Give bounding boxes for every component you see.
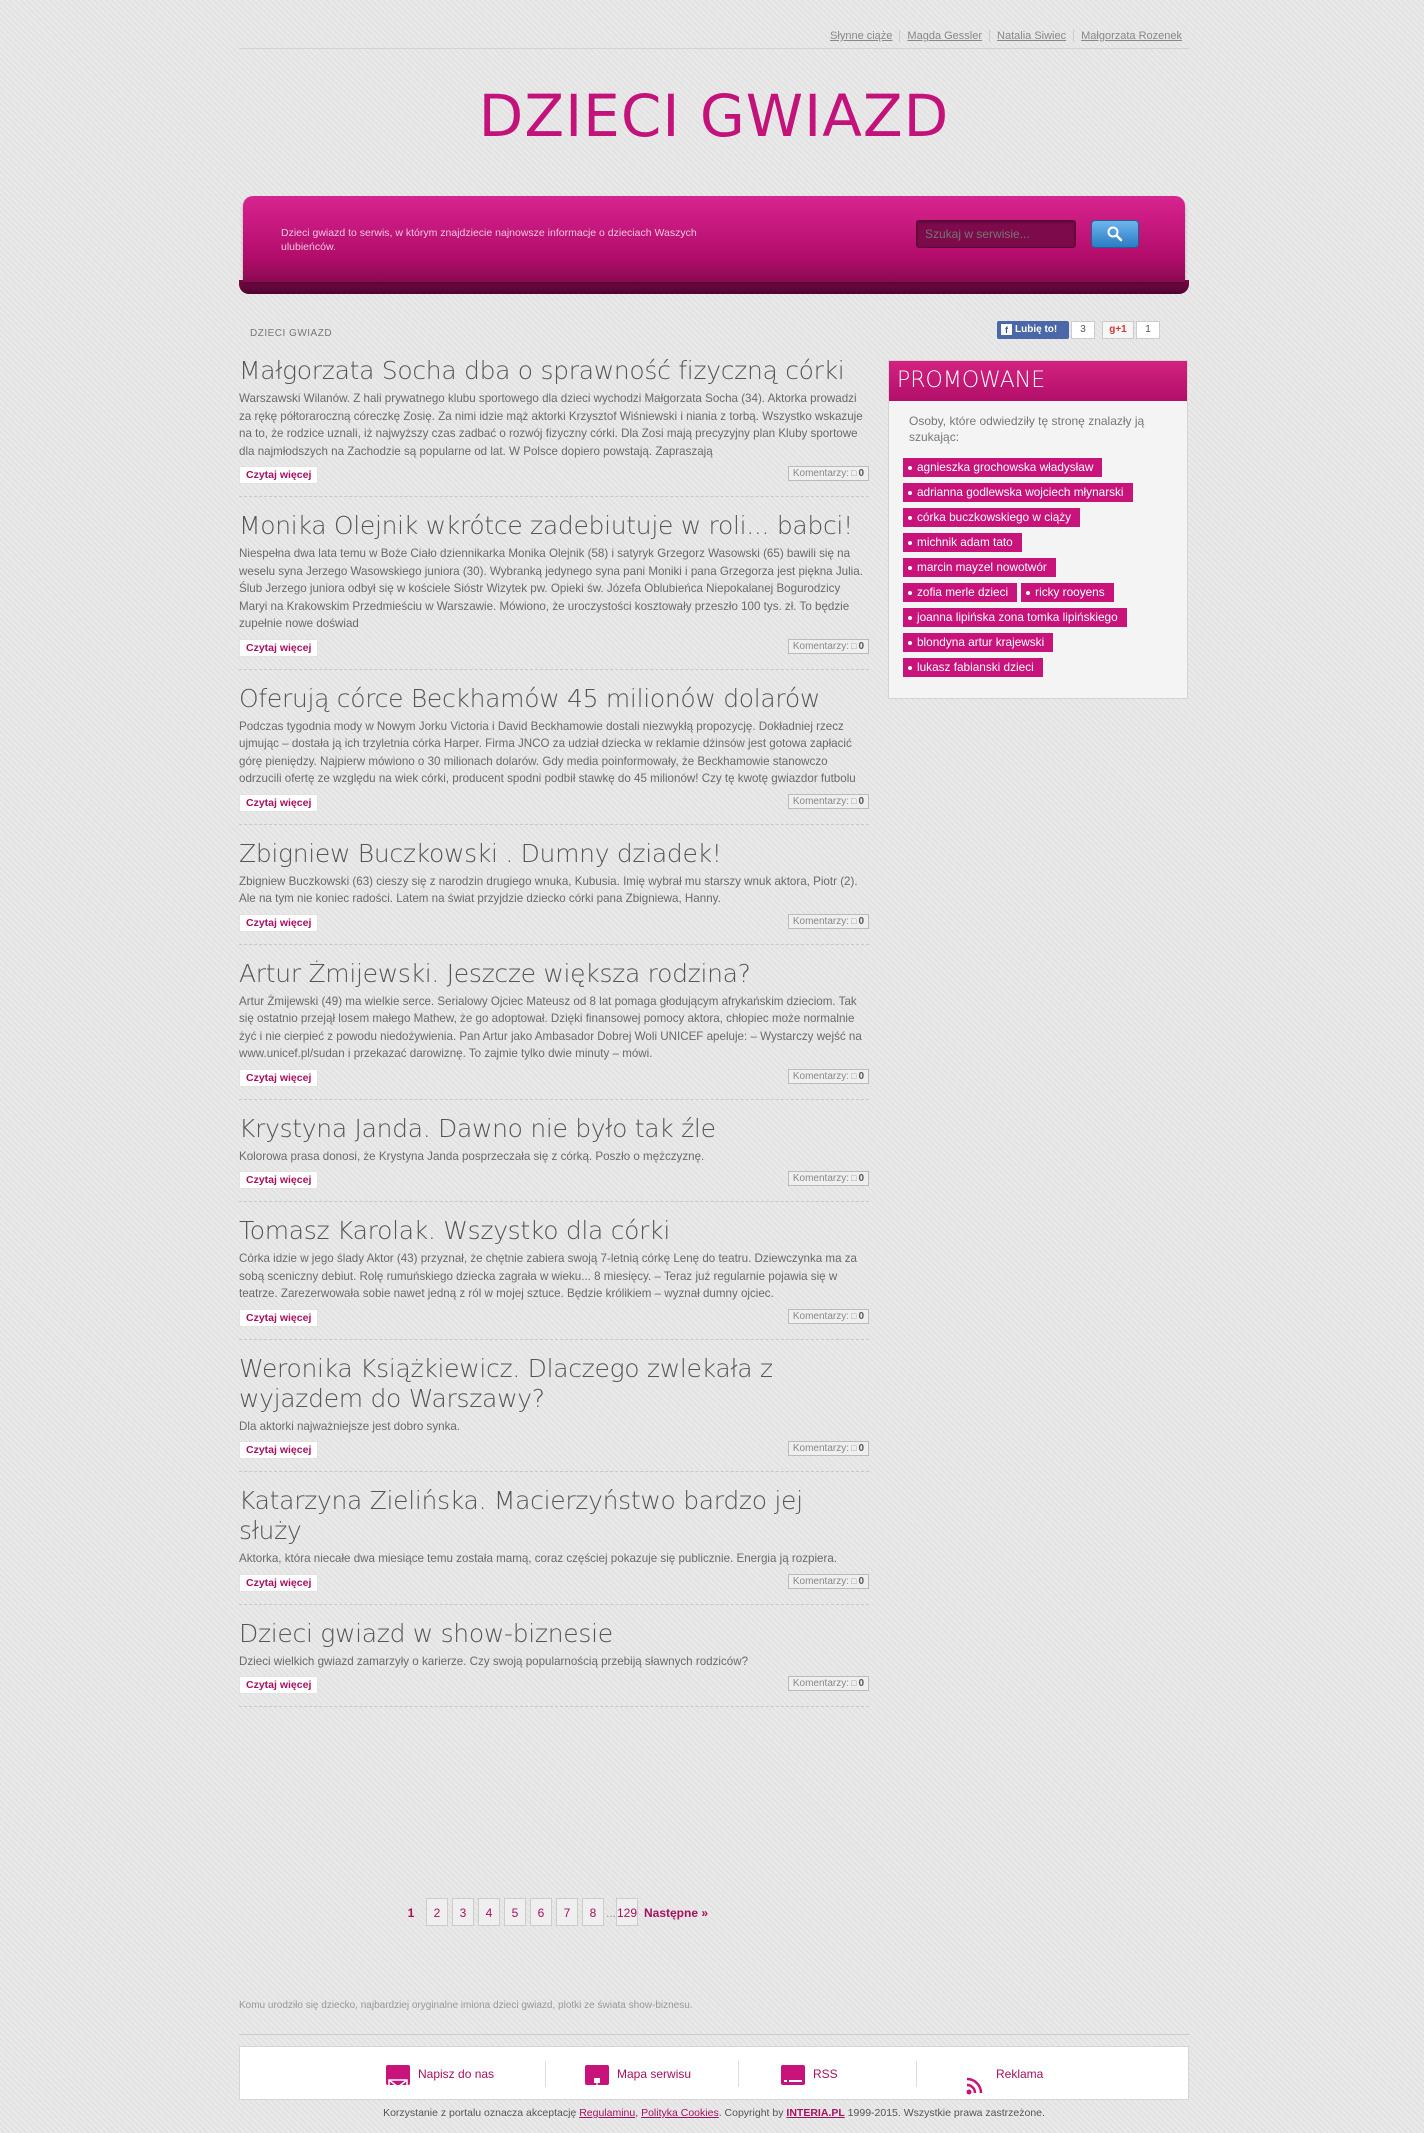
footer-separator bbox=[738, 2061, 739, 2087]
article-title[interactable]: Tomasz Karolak. Wszystko dla córki bbox=[239, 1216, 670, 1245]
sidebar-intro: Osoby, które odwiedziły tę stronę znalazły ją szukając: bbox=[909, 414, 1145, 444]
regulamin-link[interactable]: Regulaminu bbox=[579, 2107, 636, 2119]
comment-bubble-icon: □ bbox=[851, 795, 857, 806]
article-item bbox=[239, 959, 869, 1100]
toplink-magda-gessler[interactable]: Magda Gessler bbox=[899, 30, 989, 42]
footer-contact-label: Napisz do nas bbox=[418, 2067, 495, 2081]
comment-bubble-icon: □ bbox=[851, 915, 857, 926]
read-more-button[interactable]: Czytaj więcej bbox=[239, 794, 318, 812]
toplink-natalia-siwiec[interactable]: Natalia Siwiec bbox=[989, 30, 1073, 42]
comments-label: Komentarzy: bbox=[792, 1443, 849, 1454]
header-banner bbox=[239, 196, 1189, 300]
footer-contact-link[interactable] bbox=[386, 2047, 494, 2101]
article-item bbox=[239, 1486, 869, 1605]
read-more-button[interactable]: Czytaj więcej bbox=[239, 639, 318, 657]
article-excerpt: Córka idzie w jego ślady Aktor (43) przyznał, że chętnie zabiera swoją 7-letnią córkę Lenę do teatru. Dziewczynka ma za sobą sceniczny debiut. Rolę rumuńskiego dziecka zagrała w wieku... 8 miesięcy. – Teraz już regularnie pojawia się w teatrze. Zarezerwowała sobie nawet jedną z ról w mojej sztuce. Będzie królikiem – wyznał dumny ojciec. bbox=[239, 1252, 857, 1300]
read-more-button[interactable]: Czytaj więcej bbox=[239, 1069, 318, 1087]
article-excerpt: Zbigniew Buczkowski (63) cieszy się z narodzin drugiego wnuka, Kubusia. Imię wybrał mu starszy wnuk aktora, Piotr (2). Ale na tym nie koniec radości. Latem na świat przyjdzie dziecko córki pana Zbigniewa, Hanny. bbox=[239, 874, 858, 905]
envelope-icon bbox=[386, 2065, 410, 2085]
page-ellipsis: ... bbox=[605, 1906, 616, 1920]
footer-rss-link[interactable] bbox=[781, 2047, 838, 2101]
search-tags bbox=[903, 455, 1171, 680]
search-tag[interactable]: marcin mayzel nowotwór bbox=[903, 558, 1056, 577]
site-logo[interactable]: DZIECI GWIAZD bbox=[478, 82, 950, 150]
footer-sitemap-label: Mapa serwisu bbox=[617, 2067, 692, 2081]
read-more-button[interactable]: Czytaj więcej bbox=[239, 1441, 318, 1459]
search-tag[interactable]: adrianna godlewska wojciech młynarski bbox=[903, 483, 1133, 502]
comments-label: Komentarzy: bbox=[792, 1173, 849, 1184]
comment-bubble-icon: □ bbox=[851, 1443, 857, 1453]
article-title[interactable]: Monika Olejnik wkrótce zadebiutuje w roli... babci! bbox=[239, 511, 853, 540]
search-tag[interactable]: blondyna artur krajewski bbox=[903, 633, 1053, 652]
comments-count: 0 bbox=[858, 795, 864, 807]
article-footer bbox=[239, 466, 869, 484]
facebook-like-count: 3 bbox=[1071, 321, 1095, 339]
sitemap-icon bbox=[585, 2065, 609, 2085]
footer-ads-link[interactable] bbox=[964, 2047, 1043, 2101]
facebook-like-button[interactable] bbox=[997, 321, 1069, 339]
footer-nav bbox=[239, 2046, 1189, 2100]
comments-count: 0 bbox=[858, 1070, 864, 1082]
comments-count: 0 bbox=[858, 468, 864, 479]
comments-count: 0 bbox=[858, 915, 864, 927]
top-links bbox=[823, 30, 1189, 42]
article-footer bbox=[239, 1309, 869, 1327]
google-plus-label: +1 bbox=[1115, 324, 1127, 335]
facebook-like-label: Lubię to! bbox=[1015, 324, 1058, 335]
copyright-post: 1999-2015. Wszystkie prawa zastrzeżone. bbox=[847, 2107, 1045, 2119]
page-link[interactable]: 4 bbox=[478, 1898, 500, 1926]
article-footer bbox=[239, 1574, 869, 1592]
article-excerpt: Dla aktorki najważniejsze jest dobro synka. bbox=[239, 1419, 461, 1433]
copyright-comma: , bbox=[635, 2107, 639, 2119]
article-footer bbox=[239, 1676, 869, 1694]
google-plus-icon: g bbox=[1109, 324, 1116, 335]
footer-separator bbox=[916, 2061, 917, 2087]
article-footer bbox=[239, 914, 869, 932]
next-page-link[interactable]: Następne » bbox=[643, 1906, 709, 1920]
article-title[interactable]: Zbigniew Buczkowski . Dumny dziadek! bbox=[239, 838, 722, 868]
comments-count: 0 bbox=[858, 1173, 864, 1184]
read-more-button[interactable]: Czytaj więcej bbox=[239, 1676, 318, 1694]
site-description: Dzieci gwiazd to serwis, w którym znajdziecie najnowsze informacje o dzieciach Waszych ulubieńców. bbox=[281, 227, 697, 253]
article-item bbox=[239, 1216, 869, 1340]
article-item bbox=[239, 356, 869, 497]
list-icon bbox=[781, 2065, 805, 2085]
banner-shelf bbox=[239, 280, 1189, 294]
page-link[interactable]: 2 bbox=[426, 1898, 448, 1926]
footer-rss-label: RSS bbox=[813, 2067, 838, 2081]
article-title[interactable]: Artur Żmijewski. Jeszcze większa rodzina? bbox=[239, 958, 751, 988]
search-icon bbox=[1107, 226, 1123, 242]
google-plus-button[interactable] bbox=[1102, 321, 1134, 339]
page-link[interactable]: 3 bbox=[452, 1898, 474, 1926]
search-button[interactable] bbox=[1091, 220, 1139, 248]
comment-bubble-icon: □ bbox=[851, 1310, 857, 1321]
footer-separator bbox=[545, 2061, 546, 2087]
comments-count: 0 bbox=[858, 1575, 864, 1587]
page-current: 1 bbox=[407, 1906, 415, 1920]
comments-count: 0 bbox=[858, 640, 864, 652]
comments-link[interactable] bbox=[788, 1676, 869, 1691]
article-item bbox=[239, 1619, 869, 1708]
comments-link[interactable] bbox=[788, 639, 869, 654]
search-tag[interactable]: córka buczkowskiego w ciąży bbox=[903, 508, 1080, 527]
article-footer bbox=[239, 1069, 869, 1087]
banner-body bbox=[243, 196, 1185, 282]
article-title[interactable]: Krystyna Janda. Dawno nie było tak źle bbox=[239, 1113, 716, 1143]
article-title[interactable]: Dzieci gwiazd w show-biznesie bbox=[239, 1618, 613, 1648]
page-link[interactable]: 6 bbox=[530, 1898, 552, 1926]
read-more-button[interactable]: Czytaj więcej bbox=[239, 1171, 318, 1189]
comments-link[interactable] bbox=[788, 794, 869, 809]
article-title[interactable]: Oferują córce Beckhamów 45 milionów dolarów bbox=[239, 683, 820, 713]
page-link[interactable]: 5 bbox=[504, 1898, 526, 1926]
read-more-button[interactable]: Czytaj więcej bbox=[239, 914, 318, 932]
top-divider bbox=[239, 48, 1189, 49]
comments-label: Komentarzy: bbox=[792, 468, 849, 479]
comment-bubble-icon: □ bbox=[851, 1173, 857, 1183]
article-item bbox=[239, 1354, 869, 1473]
comments-label: Komentarzy: bbox=[792, 640, 849, 652]
comment-bubble-icon: □ bbox=[851, 1678, 857, 1688]
article-excerpt: Aktorka, która niecałe dwa miesiące temu została mamą, coraz częściej pokazuje się publicznie. Energia ją rozpiera. bbox=[239, 1552, 838, 1565]
comments-count: 0 bbox=[858, 1443, 864, 1454]
article-title[interactable]: Małgorzata Socha dba o sprawność fizyczną córki bbox=[239, 356, 845, 385]
comments-link[interactable] bbox=[788, 1574, 869, 1589]
comments-label: Komentarzy: bbox=[792, 1070, 849, 1082]
cookies-link[interactable]: Polityka Cookies bbox=[641, 2107, 719, 2119]
page-link-last[interactable]: 129 bbox=[616, 1898, 638, 1926]
footer-description: Komu urodziło się dziecko, najbardziej oryginalne imiona dzieci gwiazd, plotki ze świata show-biznesu. bbox=[239, 2000, 693, 2011]
copyright-pre: Korzystanie z portalu oznacza akceptację bbox=[383, 2107, 577, 2119]
footer-ads-label: Reklama bbox=[996, 2067, 1044, 2081]
read-more-button[interactable]: Czytaj więcej bbox=[239, 466, 318, 484]
comments-label: Komentarzy: bbox=[792, 1310, 849, 1322]
comments-label: Komentarzy: bbox=[792, 795, 849, 807]
article-excerpt: Podczas tygodnia mody w Nowym Jorku Victoria i David Beckhamowie dostali niezwykłą propozycję. Dokładniej rzecz ujmując – dostała ją ich trzyletnia córka Harper. Firma JNCO za udział dziecka w reklamie dżinsów jest gotowa zapłacić górę pieniędzy. Najpierw mówiono o 30 milionach dolarów. Gdy media poinformowały, że Beckhamowie stanowczo odrzucili ofertę ze względu na wiek córki, producent spodni podbił stawkę do 45 milionów! Czy tę kwotę gwiazdor futbolu bbox=[239, 719, 856, 785]
comments-link[interactable] bbox=[788, 1441, 869, 1456]
comments-label: Komentarzy: bbox=[792, 915, 849, 927]
read-more-button[interactable]: Czytaj więcej bbox=[239, 1309, 318, 1327]
search-tag[interactable]: michnik adam tato bbox=[903, 533, 1022, 552]
read-more-button[interactable]: Czytaj więcej bbox=[239, 1574, 318, 1592]
page-link[interactable]: 8 bbox=[582, 1898, 604, 1926]
interia-link[interactable]: INTERIA.PL bbox=[786, 2107, 845, 2119]
footer-sitemap-link[interactable] bbox=[585, 2047, 691, 2101]
article-excerpt: Kolorowa prasa donosi, że Krystyna Janda posprzeczała się z córką. Poszło o mężczyznę. bbox=[239, 1149, 705, 1163]
pagination bbox=[239, 1898, 869, 1928]
toplink-slynne-ciaze[interactable]: Słynne ciąże bbox=[830, 30, 893, 42]
article-footer bbox=[239, 639, 869, 657]
comment-bubble-icon: □ bbox=[851, 1070, 857, 1081]
copyright-mid: . Copyright by bbox=[718, 2107, 784, 2119]
article-footer bbox=[239, 794, 869, 812]
comments-link[interactable] bbox=[788, 466, 869, 481]
article-item bbox=[239, 684, 869, 825]
comment-bubble-icon: □ bbox=[851, 1575, 857, 1586]
search-tag[interactable]: lukasz fabianski dzieci bbox=[903, 658, 1043, 677]
article-excerpt: Dzieci wielkich gwiazd zamarzyły o karierze. Czy swoją popularnością przebiją sławnych rodziców? bbox=[239, 1654, 749, 1668]
search-tag[interactable]: agnieszka grochowska władysław bbox=[903, 458, 1102, 477]
promoted-sidebar bbox=[888, 360, 1188, 699]
search-tag[interactable]: ricky rooyens bbox=[1021, 583, 1114, 602]
comments-link[interactable] bbox=[788, 1069, 869, 1084]
comment-bubble-icon: □ bbox=[851, 468, 857, 478]
search-input[interactable] bbox=[916, 220, 1076, 248]
article-list bbox=[239, 356, 869, 1721]
sidebar-title: PROMOWANE bbox=[889, 361, 1187, 401]
comments-link[interactable] bbox=[788, 1171, 869, 1186]
article-title[interactable]: Weronika Książkiewicz. Dlaczego zwlekała z wyjazdem do Warszawy? bbox=[239, 1353, 773, 1413]
article-item bbox=[239, 1114, 869, 1203]
toplink-malgorzata-rozenek[interactable]: Małgorzata Rozenek bbox=[1073, 30, 1189, 42]
article-item bbox=[239, 839, 869, 945]
comments-count: 0 bbox=[858, 1678, 864, 1689]
comments-label: Komentarzy: bbox=[792, 1575, 849, 1587]
article-footer bbox=[239, 1171, 869, 1189]
google-plus-count: 1 bbox=[1136, 321, 1160, 339]
article-item bbox=[239, 511, 869, 670]
comments-label: Komentarzy: bbox=[792, 1678, 849, 1689]
article-excerpt: Warszawski Wilanów. Z hali prywatnego klubu sportowego dla dzieci wychodzi Małgorzata Socha (34). Aktorka prowadzi za rękę półtoraroczną córeczkę Zosię. Za nimi idzie mąż aktorki Krzysztof Wiśniewski i niania z torbą. Wszystko wskazuje na to, że rodzice uznali, iż najwyższy czas zadbać o rozwój fizyczny córki. Dla Zosi mają precyzyjny plan Kluby sportowe dla najmłodszych na Zachodzie są popularne od lat. W Polsce dopiero powstają. Zapraszają bbox=[239, 392, 863, 458]
comments-count: 0 bbox=[858, 1310, 864, 1322]
rss-icon bbox=[964, 2065, 988, 2085]
facebook-icon: f bbox=[1001, 324, 1012, 335]
page-link[interactable]: 7 bbox=[556, 1898, 578, 1926]
comments-link[interactable] bbox=[788, 914, 869, 929]
article-title[interactable]: Katarzyna Zielińska. Macierzyństwo bardzo jej służy bbox=[239, 1486, 803, 1545]
article-excerpt: Niespełna dwa lata temu w Boże Ciało dziennikarka Monika Olejnik (58) i satyryk Grzegorz Wasowski (65) bawili się na weselu syna Jerzego Wasowskiego juniora (30). Wybranką jedynego syna pani Moniki i pana Grzegorza jest piękna Julia. Ślub Jerzego juniora odbył się w kościele Sióstr Wizytek pw. Opieki św. Józefa Oblubieńca Niepokalanej Bogurodzicy Maryi na Krakowskim Przedmieściu w Warszawie. Mówiono, że uroczystości kosztowały przeszło 100 tys. zł. To będzie zupełnie nowe doświad bbox=[239, 547, 863, 630]
footer-divider bbox=[239, 2034, 1189, 2035]
search-tag[interactable]: joanna lipińska zona tomka lipińskiego bbox=[903, 608, 1127, 627]
search-tag[interactable]: zofia merle dzieci bbox=[903, 583, 1017, 602]
comment-bubble-icon: □ bbox=[851, 640, 857, 651]
article-excerpt: Artur Żmijewski (49) ma wielkie serce. Serialowy Ojciec Mateusz od 8 lat pomaga głodującym afrykańskim dzieciom. Tak się ostatnio przejął losem małego Mathew, że go adoptował. Dzięki finansowej pomocy aktora, chłopiec może normalnie żyć i nie cierpieć z powodu niedożywienia. Pan Artur jako Ambasador Dobrej Woli UNICEF apeluje: – Wystarczy wejść na www.unicef.pl/sudan i przekazać darowiznę. To zajmie tylko dwie minuty – mówi. bbox=[239, 994, 862, 1060]
comments-link[interactable] bbox=[788, 1309, 869, 1324]
copyright bbox=[239, 2107, 1189, 2119]
article-footer bbox=[239, 1441, 869, 1459]
breadcrumb[interactable]: DZIECI GWIAZD bbox=[250, 328, 333, 339]
